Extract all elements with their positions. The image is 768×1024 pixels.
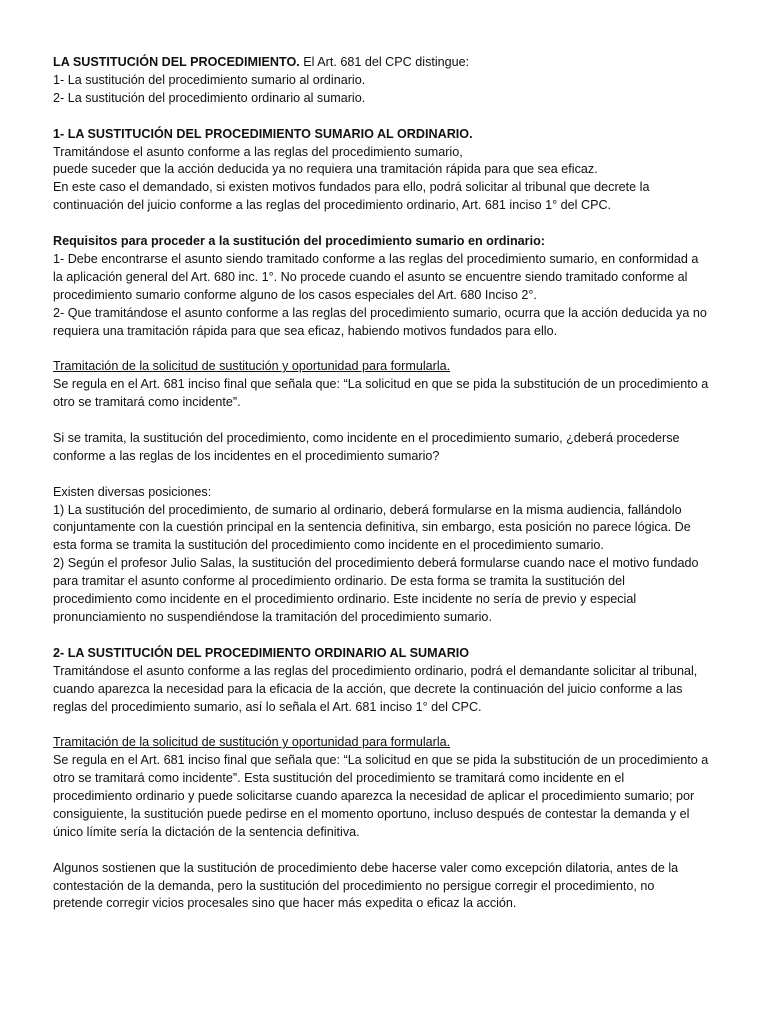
posiciones-line: conjuntamente con la cuestión principal en la sentencia definitiva, sin embargo, esta posición no parece lógica. De [53, 520, 691, 535]
tramitacion-1-line: otro se tramitará como incidente”. [53, 395, 241, 410]
tramitacion-2-line: procedimiento ordinario y puede solicitarse cuando aparezca la necesidad de aplicar el procedimiento sumario; por [53, 789, 695, 804]
tramitacion-2-line: Se regula en el Art. 681 inciso final que señala que: “La solicitud en que se pida la substitución de un procedimiento a [53, 753, 709, 768]
section-2-heading: 2- LA SUSTITUCIÓN DEL PROCEDIMIENTO ORDINARIO AL SUMARIO [53, 645, 470, 660]
posiciones-line: pronunciamiento no suspendiéndose la tramitación del procedimiento sumario. [53, 610, 492, 625]
posiciones-line: 1) La sustitución del procedimiento, de sumario al ordinario, deberá formularse en la misma audiencia, fallándolo [53, 502, 682, 517]
intro-item-1: 1- La sustitución del procedimiento sumario al ordinario. [53, 72, 366, 87]
requisitos-line: procedimiento sumario conforme alguno de los casos especiales del Art. 680 Inciso 2°. [53, 287, 537, 302]
posiciones-intro: Existen diversas posiciones: [53, 484, 212, 499]
requisitos-line: la aplicación general del Art. 680 inc. 1°. No procede cuando el asunto se encuentre siendo tramitado conforme al [53, 269, 688, 284]
section-1-line: continuación del juicio conforme a las reglas del procedimiento ordinario, Art. 681 inciso 1° del CPC. [53, 198, 612, 213]
requisitos-line: 2- Que tramitándose el asunto conforme a las reglas del procedimiento sumario, ocurra que la acción deducida ya no [53, 305, 707, 320]
section-2-line: cuando aparezca la necesidad para la eficacia de la acción, que decrete la continuación del juicio conforme a las [53, 681, 683, 696]
requisitos-line: requiera una tramitación rápida para que sea eficaz, habiendo motivos fundados para ello. [53, 323, 558, 338]
posiciones-line: 2) Según el profesor Julio Salas, la sustitución del procedimiento deberá formularse cuando nace el motivo fundado [53, 556, 699, 571]
requisitos-line: 1- Debe encontrarse el asunto siendo tramitado conforme a las reglas del procedimiento sumario, en conformidad a [53, 251, 699, 266]
tramitacion-2-line: otro se tramitará como incidente”. Esta sustitución del procedimiento se tramitará como incidente en el [53, 771, 625, 786]
question-line: Si se tramita, la sustitución del procedimiento, como incidente en el procedimiento sumario, ¿deberá procederse [53, 430, 680, 445]
intro-title-rest: El Art. 681 del CPC distingue: [299, 55, 470, 69]
section-1-line: En este caso el demandado, si existen motivos fundados para ello, podrá solicitar al tribunal que decrete la [53, 180, 650, 195]
section-1-line: puede suceder que la acción deducida ya no requiera una tramitación rápida para que sea eficaz. [53, 162, 598, 177]
tramitacion-2-line: único límite sería la dictación de la sentencia definitiva. [53, 824, 360, 839]
intro-title: LA SUSTITUCIÓN DEL PROCEDIMIENTO. [53, 55, 300, 69]
posiciones-line: esta forma se tramita la sustitución del procedimiento como incidente en el procedimiento sumario. [53, 538, 604, 553]
posiciones-line: procedimiento como incidente en el procedimiento ordinario. Este incidente no sería de previo y especial [53, 592, 637, 607]
tramitacion-1-heading: Tramitación de la solicitud de sustitución y oportunidad para formularla. [53, 359, 451, 374]
requisitos-heading: Requisitos para proceder a la sustitución del procedimiento sumario en ordinario: [53, 234, 545, 249]
closing-line: Algunos sostienen que la sustitución de procedimiento debe hacerse valer como excepción dilatoria, antes de la [53, 860, 679, 875]
closing-line: contestación de la demanda, pero la sustitución del procedimiento no persigue corregir el procedimiento, no [53, 878, 655, 893]
document-page [53, 54, 723, 913]
posiciones-line: para tramitar el asunto conforme al procedimiento ordinario. De esta forma se tramita la sustitución del [53, 574, 625, 589]
section-2-line: Tramitándose el asunto conforme a las reglas del procedimiento ordinario, podrá el demandante solicitar al tribunal, [53, 663, 698, 678]
intro-line [53, 54, 723, 72]
tramitacion-2-line: consiguiente, la sustitución puede pedirse en el momento oportuno, incluso después de contestar la demanda y el [53, 806, 690, 821]
question-line: conforme a las reglas de los incidentes en el procedimiento sumario? [53, 448, 440, 463]
intro-item-2: 2- La sustitución del procedimiento ordinario al sumario. [53, 90, 366, 105]
tramitacion-1-line: Se regula en el Art. 681 inciso final que señala que: “La solicitud en que se pida la substitución de un procedimiento a [53, 377, 709, 392]
section-1-heading: 1- LA SUSTITUCIÓN DEL PROCEDIMIENTO SUMARIO AL ORDINARIO. [53, 126, 473, 141]
section-2-line: reglas del procedimiento sumario, así lo señala el Art. 681 inciso 1° del CPC. [53, 699, 482, 714]
tramitacion-2-heading: Tramitación de la solicitud de sustitución y oportunidad para formularla. [53, 735, 451, 750]
section-1-line: Tramitándose el asunto conforme a las reglas del procedimiento sumario, [53, 144, 463, 159]
closing-line: pretende corregir vicios procesales sino que hacer más expedita o eficaz la acción. [53, 896, 517, 911]
